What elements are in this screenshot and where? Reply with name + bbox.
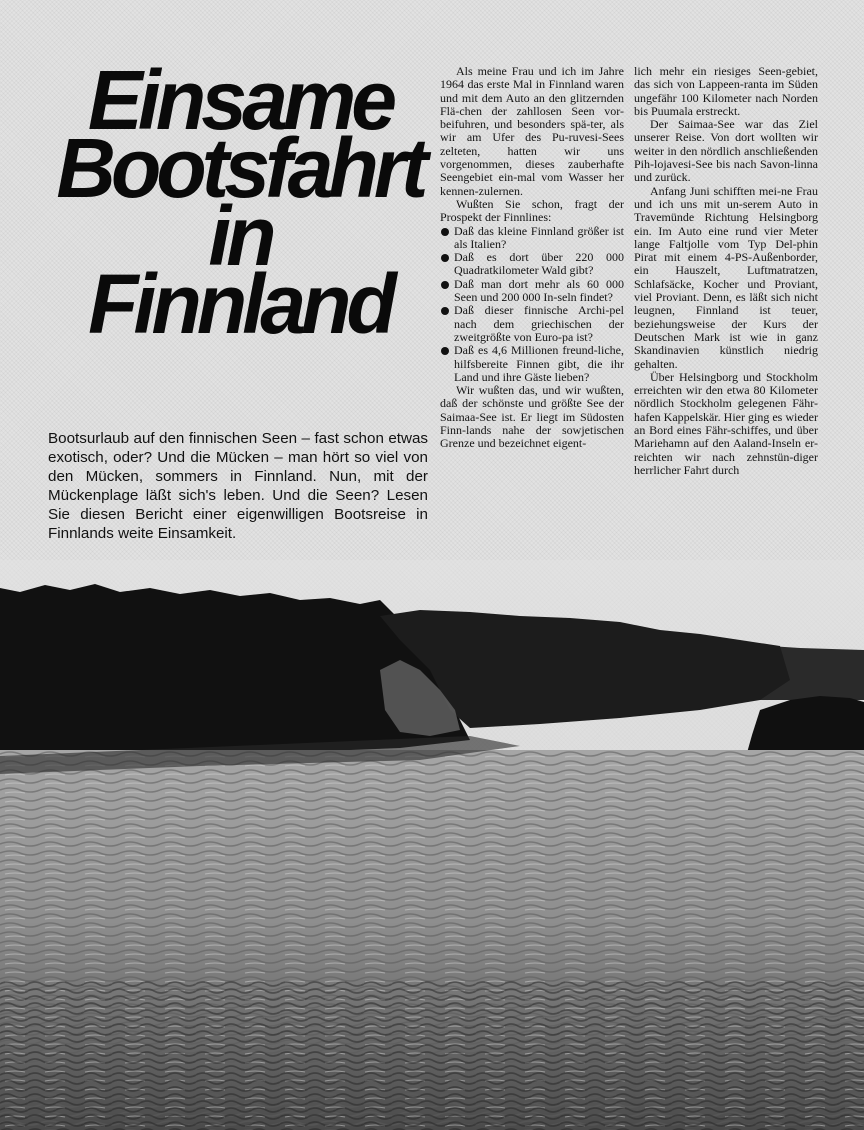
fact-item: Daß man dort mehr als 60 000 Seen und 200 000 In-seln findet? bbox=[440, 278, 624, 305]
lake-photo bbox=[0, 560, 864, 1130]
title-line-3: in bbox=[208, 189, 272, 283]
col1-paragraph-1: Als meine Frau und ich im Jahre 1964 das erste Mal in Finnland waren und mit dem Auto an den glitzernden Flä-chen der zahllosen Seen vor-beifuhren, und besonders spä-ter, als wir am Ufer des Pu-ruvesi-Sees zelteten, hatten wir uns vorgenommen, dieses zauberhafte Seengebiet ein-mal vom Wasser her kennen-zulernen. bbox=[440, 64, 624, 198]
title-line-2: Bootsfahrt bbox=[56, 121, 424, 215]
col1-paragraph-3: Wir wußten das, und wir wußten, daß der schönste und größte See der Saimaa-See ist. Er liegt im Südosten Finn-lands nahe der sowjetischen Grenze und bezeichnet eigent- bbox=[440, 383, 624, 451]
body-column-2 bbox=[634, 65, 818, 477]
title-line-1: Einsame bbox=[87, 53, 393, 147]
lead-paragraph: Bootsurlaub auf den finnischen Seen – fast schon etwas exotisch, oder? Und die Mücken – man hört so viel von den Mücken, sommers in Finnland. Nun, mit der Mückenplage läßt sich's leben. Und die Seen? Lesen Sie diesen Bericht einer eigenwilligen Bootsreise in Finnlands weite Einsamkeit. bbox=[48, 430, 428, 543]
fact-list bbox=[440, 225, 624, 385]
fact-item: Daß es dort über 220 000 Quadratkilometer Wald gibt? bbox=[440, 251, 624, 278]
col2-paragraph-4: Über Helsingborg und Stockholm erreichten wir den etwa 80 Kilometer nördlich Stockholm gelegenen Fähr-hafen Kappelskär. Hier ging es wieder an Bord eines Fähr-schiffes, und über Mariehamn auf den Aaland-Inseln er-reichten wir nach zehnstün-diger herrlicher Fahrt durch bbox=[634, 369, 818, 477]
body-column-1 bbox=[440, 65, 624, 451]
water-ripples-dark bbox=[0, 980, 864, 1130]
fact-item: Daß es 4,6 Millionen freund-liche, hilfsbereite Finnen gibt, die ihr Land und ihre Gäste lieben? bbox=[440, 344, 624, 384]
title-line-4: Finnland bbox=[88, 257, 392, 351]
col2-paragraph-1: lich mehr ein riesiges Seen-gebiet, das sich von Lappeen-ranta im Süden ungefähr 100 Kilometer nach Norden bis Puumala erstreckt. bbox=[634, 64, 818, 118]
fact-item: Daß das kleine Finnland größer ist als Italien? bbox=[440, 225, 624, 252]
col2-paragraph-2: Der Saimaa-See war das Ziel unserer Reise. Von dort wollten wir weiter in den nördlich anschließenden Pih-lojavesi-See bis nach Savon-linna und zurück. bbox=[634, 117, 818, 185]
col1-paragraph-2: Wußten Sie schon, fragt der Prospekt der Finnlines: bbox=[440, 196, 624, 225]
col2-paragraph-3: Anfang Juni schifften mei-ne Frau und ich uns mit un-serem Auto in Travemünde Richtung Helsingborg ein. Im Auto eine rund vier Meter lange Faltjolle vom Typ Del-phin Pirat mit einem 4-PS-Außenborder, ein Hauszelt, Luftmatratzen, Schlafsäcke, Kocher und Proviant, viel Proviant. Denn, es läßt sich nicht leugnen, Finnland ist teuer, beziehungsweise der Kurs der Deutschen Mark ist wie in ganz Skandinavien künstlich niedrig gehalten. bbox=[634, 183, 818, 371]
fact-item: Daß dieser finnische Archi-pel nach dem griechischen der zweitgrößte von Euro-pa ist? bbox=[440, 304, 624, 344]
article-title bbox=[44, 53, 436, 351]
